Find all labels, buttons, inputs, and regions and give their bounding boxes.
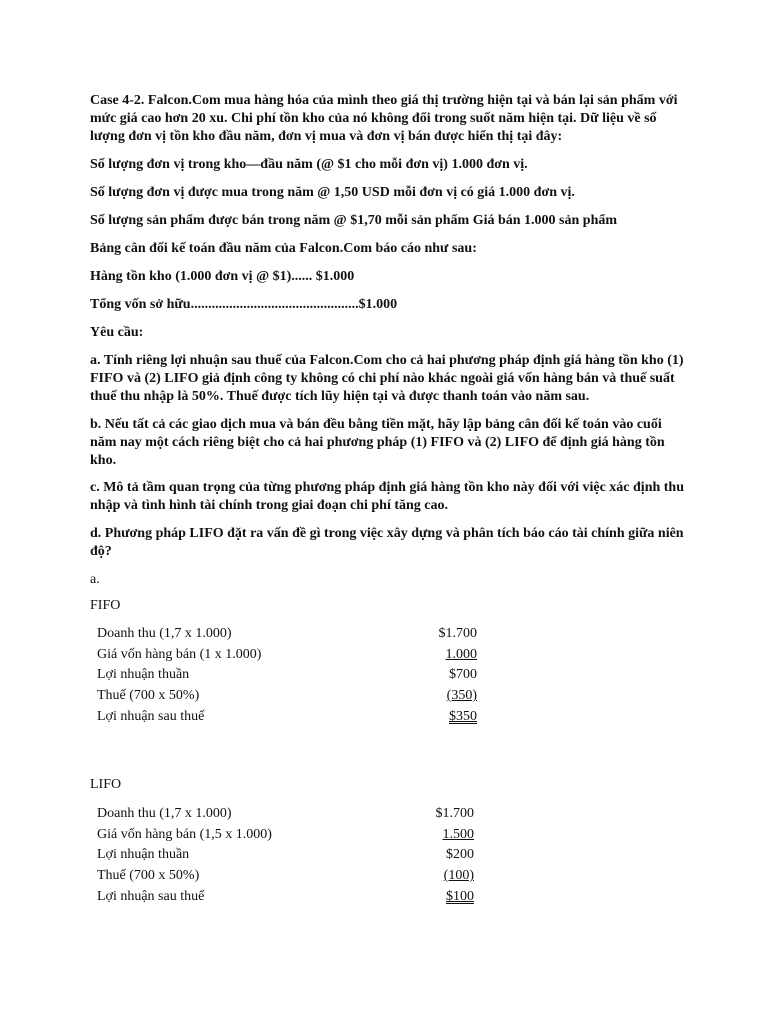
fifo-title: FIFO	[90, 598, 121, 613]
row-value: $350	[449, 708, 477, 724]
row-label: Giá vốn hàng bán (1,5 x 1.000)	[97, 826, 272, 842]
row-value: (350)	[446, 688, 477, 704]
row-value: $700	[449, 667, 477, 683]
units-purchased-line: Số lượng đơn vị được mua trong năm @ 1,50 USD mỗi đơn vị có giá 1.000 đơn vị.	[90, 185, 575, 200]
inventory-line: Hàng tồn kho (1.000 đơn vị @ $1)...... $1.000	[90, 269, 355, 284]
row-label: Lợi nhuận thuần	[97, 847, 190, 863]
row-value: $1.700	[435, 806, 474, 821]
row-label: Doanh thu (1,7 x 1.000)	[97, 806, 232, 821]
table-row	[97, 804, 474, 825]
units-sold-line: Số lượng sản phẩm được bán trong năm @ $1,70 mỗi sản phẩm Giá bán 1.000 sản phẩm	[90, 213, 618, 228]
units-begin-line: Số lượng đơn vị trong kho—đầu năm (@ $1 cho mỗi đơn vị) 1.000 đơn vị.	[90, 157, 528, 172]
table-row	[97, 887, 474, 908]
row-label: Giá vốn hàng bán (1 x 1.000)	[97, 646, 262, 662]
table-row	[97, 665, 477, 686]
table-row	[97, 825, 474, 846]
balance-intro-line: Bảng cân đối kế toán đầu năm của Falcon.Com báo cáo như sau:	[90, 241, 477, 256]
row-value: $100	[446, 888, 474, 904]
equity-line: Tổng vốn sở hữu................................................$1.000	[90, 297, 398, 312]
row-label: Doanh thu (1,7 x 1.000)	[97, 626, 232, 641]
lifo-income-table	[97, 804, 474, 907]
requirement-d: d. Phương pháp LIFO đặt ra vấn đề gì trong việc xây dựng và phân tích báo cáo tài chính giữa niên độ?	[90, 526, 684, 559]
row-label: Thuế (700 x 50%)	[97, 868, 200, 884]
requirement-a: a. Tính riêng lợi nhuận sau thuế của Falcon.Com cho cả hai phương pháp định giá hàng tồn kho (1) FIFO và (2) LIFO giả định công ty không có chi phí nào khác ngoài giá vốn hàng bán và thuế suất thuế thu nhập là 50%. Thuế được tích lũy hiện tại và được thanh toán vào năm sau.	[90, 353, 684, 404]
requirement-c: c. Mô tả tầm quan trọng của từng phương pháp định giá hàng tồn kho này đối với việc xác định thu nhập và tình hình tài chính trong giai đoạn chi phí tăng cao.	[90, 480, 685, 513]
table-row	[97, 707, 477, 728]
case-intro: Case 4-2. Falcon.Com mua hàng hóa của mình theo giá thị trường hiện tại và bán lại sản phẩm với mức giá cao hơn 20 xu. Chi phí tồn kho của nó không đổi trong suốt năm hiện tại. Dữ liệu về số lượng đơn vị tồn kho đầu năm, đơn vị mua và đơn vị bán được hiển thị tại đây:	[90, 93, 678, 144]
requirement-b: b. Nếu tất cả các giao dịch mua và bán đều bằng tiền mặt, hãy lập bảng cân đối kế toán vào cuối năm nay một cách riêng biệt cho cả hai phương pháp (1) FIFO và (2) LIFO để định giá hàng tồn kho.	[90, 417, 665, 468]
fifo-income-table	[97, 624, 477, 727]
row-value: 1.000	[445, 646, 477, 662]
row-value: (100)	[443, 868, 474, 884]
table-row	[97, 645, 477, 666]
row-value: 1.500	[442, 826, 474, 842]
row-label: Thuế (700 x 50%)	[97, 688, 200, 704]
lifo-title: LIFO	[90, 777, 122, 792]
row-value: $200	[446, 847, 474, 863]
row-label: Lợi nhuận thuần	[97, 667, 190, 683]
row-label: Lợi nhuận sau thuế	[97, 708, 205, 724]
table-row	[97, 866, 474, 887]
table-row	[97, 845, 474, 866]
table-row	[97, 624, 477, 645]
row-label: Lợi nhuận sau thuế	[97, 888, 205, 904]
requirements-label: Yêu cầu:	[90, 325, 144, 340]
table-row	[97, 686, 477, 707]
row-value: $1.700	[438, 626, 477, 641]
answer-label: a.	[90, 572, 100, 587]
